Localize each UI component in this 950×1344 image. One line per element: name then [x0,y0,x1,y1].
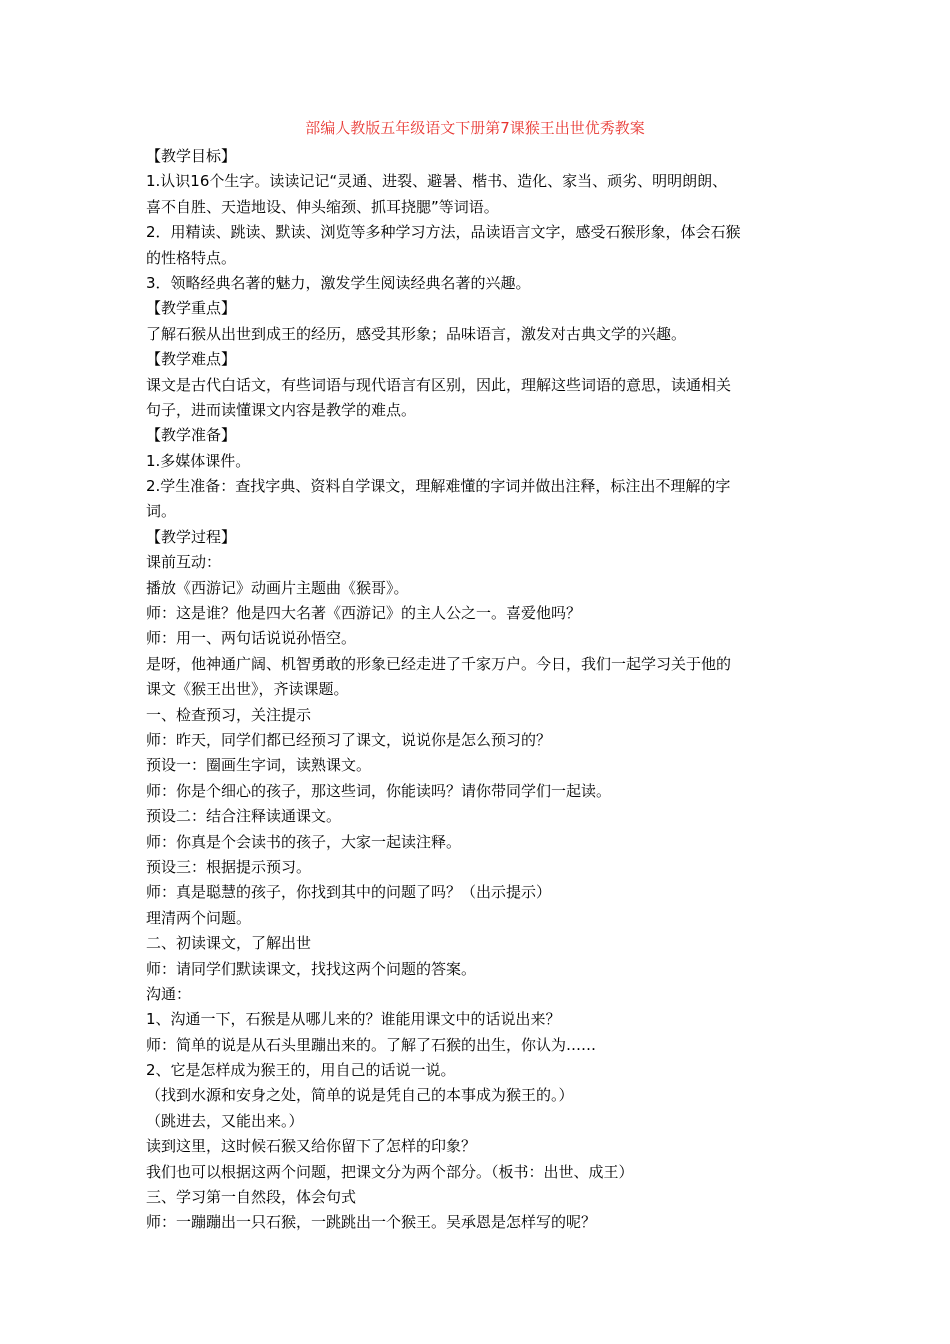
paragraph-line: 3．领略经典名著的魅力，激发学生阅读经典名著的兴趣。 [146,273,531,292]
section-heading-objectives: 【教学目标】 [146,147,237,165]
document-body [146,144,814,1236]
paragraph-line: 师：这是谁？他是四大名著《西游记》的主人公之一。喜爱他吗？ [146,604,582,623]
section-heading-preparation: 【教学准备】 [146,426,237,445]
paragraph-line: 课文《猴王出世》，齐读课题。 [146,680,349,699]
paragraph-line: 句子，进而读懂课文内容是教学的难点。 [146,400,417,419]
paragraph-line: 2、它是怎样成为猴王的，用自己的话说一说。 [146,1061,456,1080]
paragraph-line: 沟通： [146,984,192,1003]
paragraph-line: 1.多媒体课件。 [146,451,251,470]
paragraph-line: 词。 [146,502,177,521]
paragraph-line: 预设一：圈画生字词，读熟课文。 [146,756,372,775]
paragraph-line: 师：你真是个会读书的孩子，大家一起读注释。 [146,832,462,851]
section-heading-difficulties: 【教学难点】 [146,350,237,369]
paragraph-line: 师：一蹦蹦出一只石猴，一跳跳出一个猴王。吴承恩是怎样写的呢？ [146,1213,597,1232]
paragraph-line: 2.学生准备：查找字典、资料自学课文，理解难懂的字词并做出注释，标注出不理解的字 [146,477,731,496]
section-heading-process: 【教学过程】 [146,527,237,546]
paragraph-line: 1、沟通一下，石猴是从哪儿来的？谁能用课文中的话说出来？ [146,1010,561,1029]
paragraph-line: 理清两个问题。 [146,908,252,927]
paragraph-line: 课前互动： [146,553,222,572]
paragraph-line: 师：简单的说是从石头里蹦出来的。了解了石猴的出生，你认为…… [146,1035,597,1054]
paragraph-line: 师：请同学们默读课文，找找这两个问题的答案。 [146,959,477,978]
paragraph-line: 师：用一、两句话说说孙悟空。 [146,629,357,648]
paragraph-line: 课文是古代白话文，有些词语与现代语言有区别，因此，理解这些词语的意思，读通相关 [146,375,732,394]
paragraph-line: 2．用精读、跳读、默读、浏览等多种学习方法，品读语言文字，感受石猴形象，体会石猴 [146,223,741,242]
paragraph-line: 的性格特点。 [146,248,237,267]
paragraph-line: 是呀，他神通广阔、机智勇敢的形象已经走进了千家万户。今日，我们一起学习关于他的 [146,654,732,673]
paragraph-line: 一、检查预习，关注提示 [146,705,312,724]
paragraph-line: 三、学习第一自然段，体会句式 [146,1188,357,1207]
paragraph-line: 预设三：根据提示预习。 [146,857,312,876]
paragraph-line: 师：你是个细心的孩子，那这些词，你能读吗？请你带同学们一起读。 [146,781,612,800]
paragraph-line: 读到这里，这时候石猴又给你留下了怎样的印象？ [146,1137,477,1156]
paragraph-line: 喜不自胜、天造地设、伸头缩颈、抓耳挠腮”等词语。 [146,197,499,216]
paragraph-line: 我们也可以根据这两个问题，把课文分为两个部分。（板书：出世、成王） [146,1162,634,1181]
document-title: 部编人教版五年级语文下册第7课猴王出世优秀教案 [305,119,645,137]
paragraph-line: 了解石猴从出世到成王的经历，感受其形象；品味语言，激发对古典文学的兴趣。 [146,324,687,343]
section-heading-key-points: 【教学重点】 [146,299,237,318]
paragraph-line: 师：真是聪慧的孩子，你找到其中的问题了吗？（出示提示） [146,883,552,902]
paragraph-line: （找到水源和安身之处，简单的说是凭自己的本事成为猴王的。） [146,1086,574,1105]
paragraph-line: 预设二：结合注释读通课文。 [146,807,342,826]
paragraph-line: 师：昨天，同学们都已经预习了课文，说说你是怎么预习的？ [146,730,552,749]
paragraph-line: 二、初读课文，了解出世 [146,934,312,953]
paragraph-line: （跳进去，又能出来。） [146,1111,304,1130]
paragraph-line: 播放《西游记》动画片主题曲《猴哥》。 [146,578,409,597]
paragraph-line: 1.认识16个生字。读读记记“灵通、进裂、避暑、楷书、造化、家当、顽劣、明明朗朗、 [146,172,728,191]
